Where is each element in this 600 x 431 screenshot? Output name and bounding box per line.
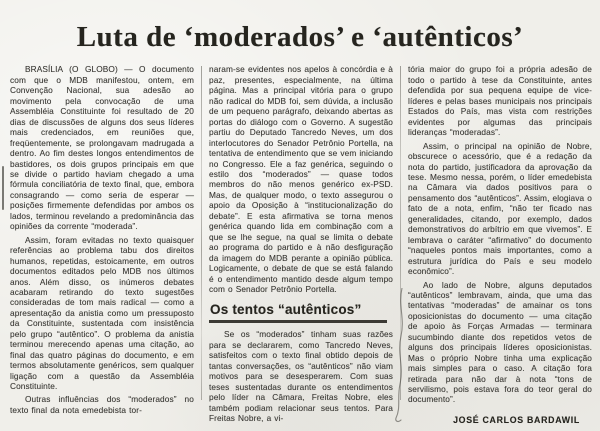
column-divider <box>201 66 202 400</box>
paragraph: BRASÍLIA (O GLOBO) — O documento com que o MDB manifestou, ontem, em Convenção Nacional, sua adesão ao movimento pela convocação de uma Assembléia Constituinte foi resultado de 20 dias de discussões de alguns dos seus líderes mais credenciados, em reuniões que, freqüentemente, se prolongavam madrugada a dentro. Ao fim destes longos entendimentos de bastidores, os dois grupos principais em que se divide o partido haviam chegado a uma fórmula conciliatória de texto final, que, embora consagrando — como seria de esperar — posições firmemente defendidas por ambos os lados, terminou revelando a predominância das opiniões da corrente “moderada”. <box>10 64 194 232</box>
paragraph: Assim, o principal na opinião de Nobre, obscurece o acessório, que é a redação da nota do partido, justificadora da aprovação da tese. Mesmo nessa, porém, o líder emedebista na Câmara via dados positivos para o pensamento dos “autênticos”. Assim, elogiava o fato de a nota, enfim, “não ter ficado nas generalidades, citando, por exemplo, dados demonstrativos do arbítrio em que vivemos”. E lembrava o caráter “afirmativo” do documento “naqueles pontos mais importantes, como a estrutura jurídica do País e seu modelo econômico”. <box>408 140 592 277</box>
paragraph: Se os “moderados” tinham suas razões para se declararem, como Tancredo Neves, satisfeitos com o texto final obtido depois de tantas conversações, os “autênticos” não viam motivos para se desesperarem. Com suas teses sustentadas durante os entendimentos pelo líder na Câmara, Freitas Nobre, eles também podiam relacionar seus tentos. Para Freitas Nobre, a vi- <box>209 329 393 424</box>
paragraph: tória maior do grupo foi a própria adesão de todo o partido à tese da Constituinte, antes defendida por sua pequena equipe de vice-líderes e pelas bases municipais nos principais Estados do País, mas vista com restrições evidentes por algumas das principais lideranças “moderadas”. <box>408 64 592 138</box>
paragraph: Outras influências dos “moderados” no texto final da nota emedebista tor- <box>10 394 194 415</box>
subheading: Os tentos “autênticos” <box>209 302 387 323</box>
column-1 <box>10 64 194 414</box>
column-3 <box>408 64 592 425</box>
article-columns <box>0 60 600 425</box>
paragraph: Assim, foram evitadas no texto quaisquer referências ao problema tabu dos direitos humanos, repetidas, estoicamente, em outros documentos editados pelo MDB nos últimos anos. Além disso, os inúmeros debates acabaram retirando do texto sugestões consideradas de tom mais radical — como a apresentação da anistia como um pressuposto da Constituinte, sustentada com insistência pelo grupo “autêntico”. O problema da anistia terminou merecendo apenas uma citação, ao final das quatro páginas do documento, e em termos absolutamente genéricos, sem qualquer ligação com a questão da Assembléia Constituinte. <box>10 234 194 392</box>
scan-edge-artifact <box>2 166 4 210</box>
byline: JOSÉ CARLOS BARDAWIL <box>453 414 580 425</box>
column-divider <box>400 66 401 400</box>
paragraph: naram-se evidentes nos apelos à concórdia e à paz, presentes, especialmente, na última página. Mas a principal vitória para o grupo não radical do MDB foi, sem dúvida, a inclusão de um pequeno parágrafo, deixando abertas as portas do diálogo com o Governo. A sugestão partiu do Deputado Tancredo Neves, um dos interlocutores do Senador Petrônio Portella, na tentativa de entendimento que se vem iniciando no Congresso. Ele a faz genérica, seguindo o estilo dos “moderados” — quase todos membros do não menos genérico ex-PSD. Mas, de qualquer modo, o texto assegurou o apoio da Oposição à “institucionalização do debate”. E esta afirmativa se torna menos genérica quando lida em combinação com a que se lhe segue, na qual se limita o debate ao programa do partido e à não desfiguração da imagem do MDB perante a opinião pública. Logicamente, o debate de que se está falando é o entendimento mantido desde algum tempo com o Senador Petrônio Portella. <box>209 64 393 294</box>
paragraph: Ao lado de Nobre, alguns deputados “autênticos” lembravam, ainda, que uma das tentativas “moderadas” de amainar os tons oposicionistas do documento — uma citação de apoio às Forças Armadas — terminara sucumbindo diante dos repetidos vetos de alguns dos principais líderes oposicionistas. Mas o próprio Nobre tinha uma explicação mais simples para o caso. A citação fora retirada para não dar à nota “tons de servilismo, pois estava fora do teor geral do documento”. <box>408 279 592 405</box>
column-2 <box>209 64 393 424</box>
headline: Luta de ‘moderados’ e ‘autênticos’ <box>76 21 524 53</box>
